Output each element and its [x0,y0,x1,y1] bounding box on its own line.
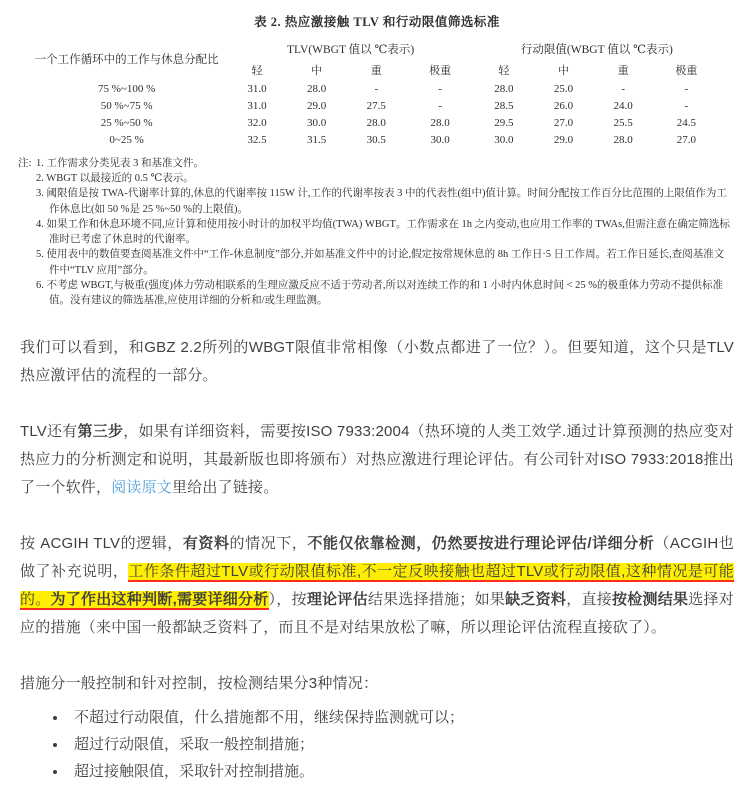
text-run: 有资料 [182,535,230,553]
text-run: 里给出了链接。 [172,479,279,497]
cell-value: 31.0 [247,82,267,95]
paragraph-gbz-comparison: 我们可以看到，和GBZ 2.2所列的WBGT限值非常相像（小数点都进了一位？）。但要知道，这个只是TLV热应激评估的流程的一部分。 [20,339,734,385]
cell-value: 28.5 [494,99,514,112]
col-veryheavy-tlv: 极重 [429,64,452,77]
table-row [26,114,720,131]
cell-value: 29.0 [553,133,574,146]
work-rest-ratio-label: 50 %~75 % [100,99,153,112]
cell-value: 32.5 [247,133,267,146]
text-run: 的情况下， [229,535,308,553]
text-run: （ACGIH也做了补充说明， [20,535,734,581]
col-medium-al: 中 [558,64,570,77]
table-note: 2. WBGT 以最接近的 0.5 ℃表示。 [36,173,194,185]
cell-value: 28.0 [494,82,514,95]
text-run: 按 ACGIH TLV的逻辑， [20,535,183,553]
col-heavy-tlv: 重 [370,64,382,77]
table-title: 表 2. 热应激接触 TLV 和行动限值筛选标准 [254,15,500,29]
cell-value: 30.0 [494,133,514,146]
cell-value: - [374,82,379,95]
cell-value: - [621,82,626,95]
col-medium-tlv: 中 [311,64,323,77]
cell-value: 30.0 [307,116,327,129]
cell-value: 25.5 [613,116,633,129]
paragraph-acgih-logic [20,530,734,642]
cell-value: 29.0 [307,99,327,112]
table-note: 3. 阈限值是按 TWA-代谢率计算的,休息的代谢率按 115W 计,工作的代谢率按表 3 中的代表性(组中)值计算。时间分配按工作百分比范围的上限值作为工作休息比(如 50 %是 25 %~50 %的上限值)。 [36,188,727,215]
cell-value: - [684,82,689,95]
limits-table [26,38,720,148]
cell-value: 31.0 [247,99,267,112]
table-row [26,80,720,97]
cell-value: 28.0 [613,133,633,146]
col-light-al: 轻 [498,64,510,77]
cell-value: 24.5 [676,116,696,129]
table-group-action-limit: 行动限值(WBGT 值以 ℃表示) [520,43,673,56]
col-light-tlv: 轻 [251,64,263,77]
scanned-table-block [0,0,754,308]
table-group-tlv: TLV(WBGT 值以 ℃表示) [287,43,415,56]
table-note: 5. 使用表中的数值要查阅基准文件中“工作-休息制度”部分,并如基准文件中的讨论,假定按常规休息的 8h 工作日·5 日工作周。若工作日延长,查阅基准文件中“TLV 应用”部分。 [36,249,725,276]
cell-value: 30.0 [430,133,450,146]
measure-item: • 超过行动限值，采取一般控制措施； [68,731,734,758]
text-run: 选择对应的措施（来中国一般都缺乏资料了，而且不是对结果放松了嘛，所以理论评估流程直接砍了）。 [20,591,734,637]
cell-value: 27.5 [366,99,386,112]
work-rest-ratio-label: 0~25 % [109,133,144,146]
cell-value: - [438,82,442,95]
cell-value: 28.0 [307,82,327,95]
cell-value: 29.5 [494,116,514,129]
article-body [20,334,734,785]
read-original-link[interactable]: 阅读原文 [111,479,173,497]
work-rest-ratio-label: 75 %~100 % [97,82,156,95]
table-row-header: 一个工作循环中的工作与休息分配比 [34,54,219,66]
text-run: ），按 [268,591,307,609]
cell-value: 27.0 [676,133,696,146]
cell-value: 28.0 [366,116,386,129]
paragraph-measures-intro: 措施分一般控制和针对控制，按检测结果分3种情况： [20,675,379,693]
table-row [26,131,720,148]
cell-value: - [684,99,689,112]
text-run: 不能仅依靠检测，仍然要按进行理论评估/详细分析 [307,535,655,553]
table-row [26,97,720,114]
measure-item: • 不超过行动限值，什么措施都不用，继续保持监测就可以； [68,704,734,731]
cell-value: 26.0 [553,99,574,112]
table-body [26,80,720,148]
text-run: ，如果有详细资料，需要按ISO 7933:2004（热环境的人类工效学.通过计算预测的热应变对热应力的分析测定和说明，其最新版也即将颁布）对热应激进行理论评估。有公司针对ISO 7933:2018推出了一个软件， [20,423,734,497]
text-run: TLV还有 [20,423,78,441]
table-note: 4. 如果工作和休息环境不同,应计算和使用按小时计的加权平均值(TWA) WBGT。工作需求在 1h 之内变动,也应用工作率的 TWAs,但需注意在确定筛选标准时已考虑了休息时的代谢率。 [36,218,730,246]
measure-item: • 超过接触限值，采取针对控制措施。 [68,758,734,785]
table-note: 6. 不考虑 WBGT,与极重(强度)体力劳动相联系的生理应激反应不适于劳动者,所以对连续工作的和 1 小时内休息时间 < 25 %的极重体力劳动不提供标准值。没有建议的筛选基准,应使用详细的分析和/或生理监测。 [36,279,724,306]
text-run: 第三步 [77,423,124,441]
table-note: 1. 工作需求分类见表 3 和基准文件。 [36,158,204,169]
cell-value: 24.0 [613,99,633,112]
cell-value: 32.0 [247,116,267,129]
text-run: ，直接 [566,591,612,609]
notes-list [36,156,734,308]
col-veryheavy-al: 极重 [675,64,698,77]
notes-label: 注: [18,158,32,169]
cell-value: 30.5 [366,133,386,146]
text-run: 为了作出这种判断,需要详细分析 [50,591,269,609]
col-heavy-al: 重 [617,64,629,77]
table-notes [18,156,734,308]
cell-value: 28.0 [430,116,450,129]
text-run: 按检测结果 [611,591,689,609]
cell-value: - [438,99,442,112]
work-rest-ratio-label: 25 %~50 % [100,116,153,129]
cell-value: 31.5 [307,133,327,146]
text-run: 理论评估 [306,591,368,609]
text-run: 工作条件超过TLV或行动限值标准,不一定反映接触也超过TLV或行动限值,这种情况是可能的。 [20,563,734,609]
cell-value: 25.0 [553,82,574,95]
text-run: 结果选择措施；如果 [367,591,506,609]
text-run: 缺乏资料 [505,591,567,609]
cell-value: 27.0 [553,116,574,129]
measures-list [20,704,734,785]
paragraph-tlv-step3 [20,418,734,502]
